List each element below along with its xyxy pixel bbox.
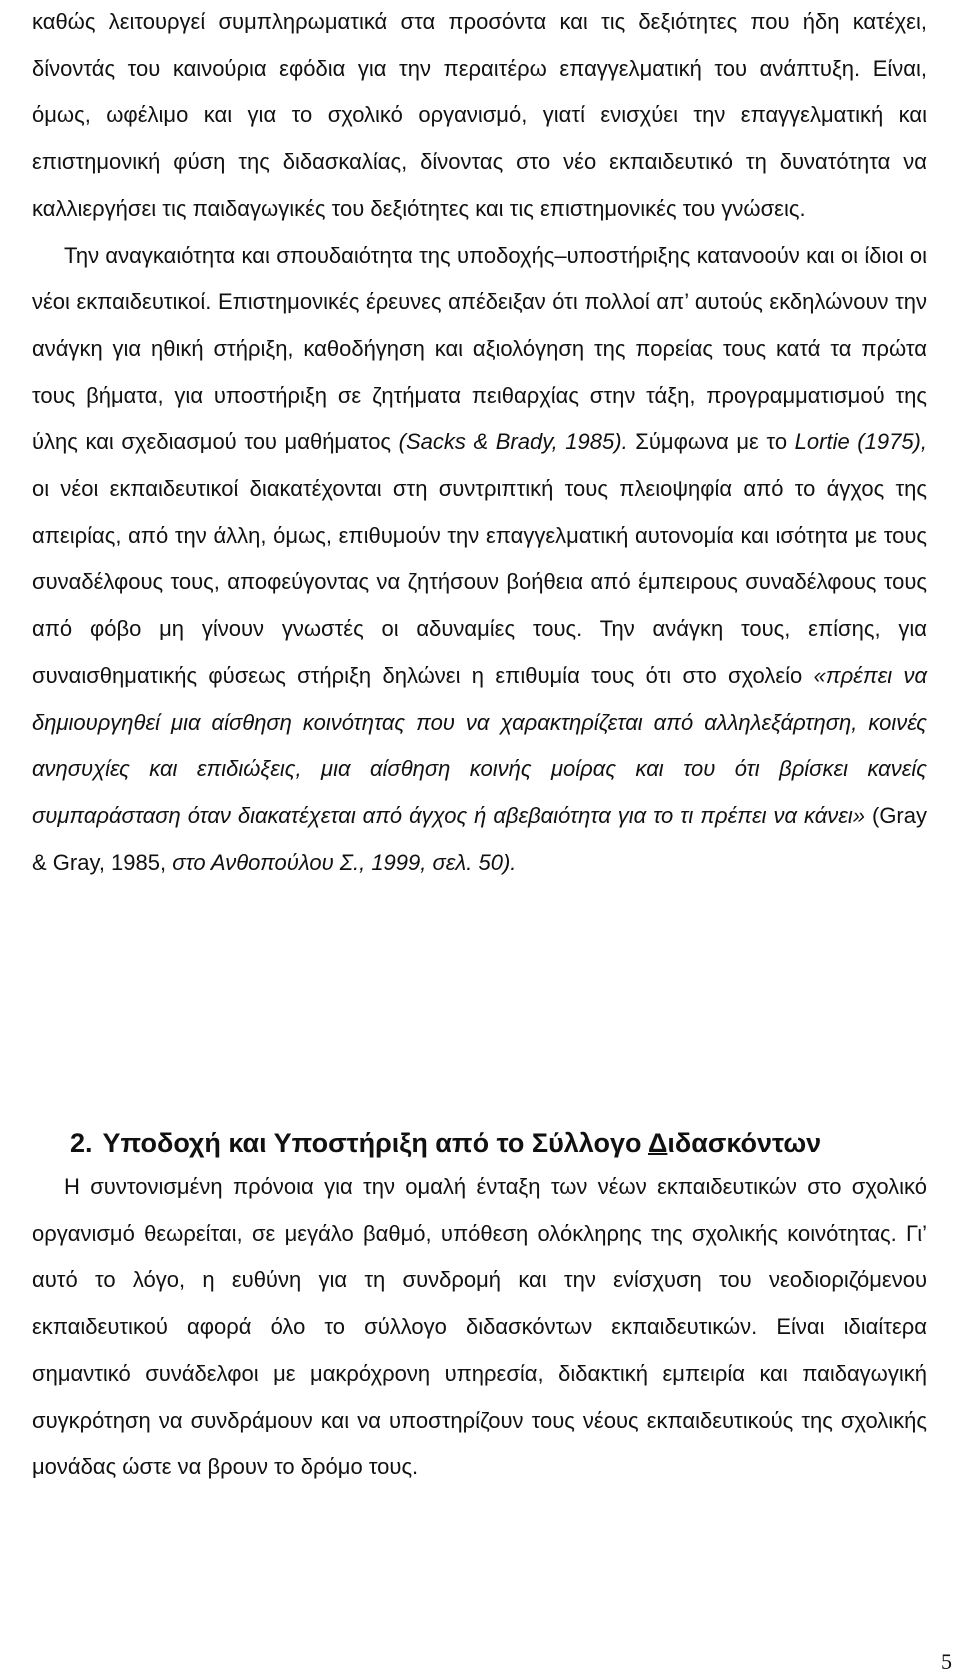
section-title: Υποδοχή και Υποστήριξη από το Σύλλογο bbox=[102, 1128, 648, 1158]
section-number: 2. bbox=[70, 1128, 93, 1158]
paragraph-staff-support: Η συντονισμένη πρόνοια για την ομαλή ένταξη των νέων εκπαιδευτικών στο σχολικό οργανισμό θεωρείται, σε μεγάλο βαθμό, υπόθεση ολόκληρης της σχολικής κοινότητας. Γι’ αυτό το λόγο, η ευθύνη για τη συνδρομή και την ενίσχυση του νεοδιοριζόμενου εκπαιδευτικού αφορά όλο το σύλλογο διδασκόντων εκπαιδευτικών. Είναι ιδιαίτερα σημαντικό συνάδελφοι με μακρόχρονη υπηρεσία, διδακτική εμπειρία και παιδαγωγική συγκρότηση να συνδράμουν και να υποστηρίζουν τους νέους εκπαιδευτικούς της σχολικής μονάδας ώστε να βρουν το δρόμο τους. bbox=[32, 1174, 927, 1480]
paragraph-text: οι νέοι εκπαιδευτικοί διακατέχονται στη συντριπτική τους πλειοψηφία από το άγχος της απειρίας, από την άλλη, όμως, επιθυμούν την επαγγελματική αυτονομία και ισότητα με τους συναδέλφους τους, αποφεύγοντας να ζητήσουν βοήθεια από έμπειρους συναδέλφους τους από φόβο μη γίνουν γνωστές οι αδυναμίες τους. Την ανάγκη τους, επίσης, για συναισθηματικής φύσεως στήριξη δηλώνει η επιθυμία τους ότι στο σχολείο bbox=[32, 476, 927, 688]
section-title-underlined: Δ bbox=[648, 1128, 668, 1158]
paragraph-text: Σύμφωνα με το bbox=[627, 429, 795, 455]
paragraph-text: Την αναγκαιότητα και σπουδαιότητα της υποδοχής–υποστήριξης κατανοούν και οι ίδιοι οι νέοι εκπαιδευτικοί. Επιστημονικές έρευνες απέδειξαν ότι πολλοί απ’ αυτούς εκδηλώνουν την ανάγκη για ηθική στήριξη, καθοδήγηση και αξιολόγηση της πορείας τους κατά τα πρώτα τους βήματα, για υποστήριξη σε ζητήματα πειθαρχίας στην τάξη, προγραμματισμού της ύλης και σχεδιασμού του μαθήματος bbox=[32, 242, 927, 455]
quotation: «πρέπει να δημιουργηθεί μια αίσθηση κοινότητας που να χαρακτηρίζεται από αλληλεξάρτηση, κοινές ανησυχίες και επιδιώξεις, μια αίσθηση κοινής μοίρας και του ότι βρίσκει κανείς συμπαράσταση όταν διακατέχεται από άγχος ή αβεβαιότητα για το τι πρέπει να κάνει» bbox=[32, 662, 927, 828]
citation-gray: (Gray & Gray, 1985, bbox=[32, 802, 927, 875]
body-text-upper bbox=[32, 0, 927, 886]
page-number: 5 bbox=[941, 1649, 952, 1674]
paragraph-support-needs bbox=[32, 233, 927, 887]
citation-sacks-brady: (Sacks & Brady, 1985). bbox=[398, 429, 628, 455]
section-heading bbox=[70, 1126, 821, 1160]
section-title-end: ιδασκόντων bbox=[667, 1128, 822, 1158]
body-text-lower bbox=[32, 1164, 927, 1491]
citation-lortie: Lortie (1975), bbox=[794, 429, 927, 455]
citation-anthopoulou: στο Ανθοπούλου Σ., 1999, σελ. 50). bbox=[172, 849, 517, 875]
paragraph-continuation: καθώς λειτουργεί συμπληρωματικά στα προσόντα και τις δεξιότητες που ήδη κατέχει, δίνοντάς του καινούρια εφόδια για την περαιτέρω επαγγελματική του ανάπτυξη. Είναι, όμως, ωφέλιμο και για το σχολικό οργανισμό, γιατί ενισχύει την επαγγελματική και επιστημονική φύση της διδασκαλίας, δίνοντας στο νέο εκπαιδευτικό τη δυνατότητα να καλλιεργήσει τις παιδαγωγικές του δεξιότητες και τις επιστημονικές του γνώσεις. bbox=[32, 9, 927, 221]
